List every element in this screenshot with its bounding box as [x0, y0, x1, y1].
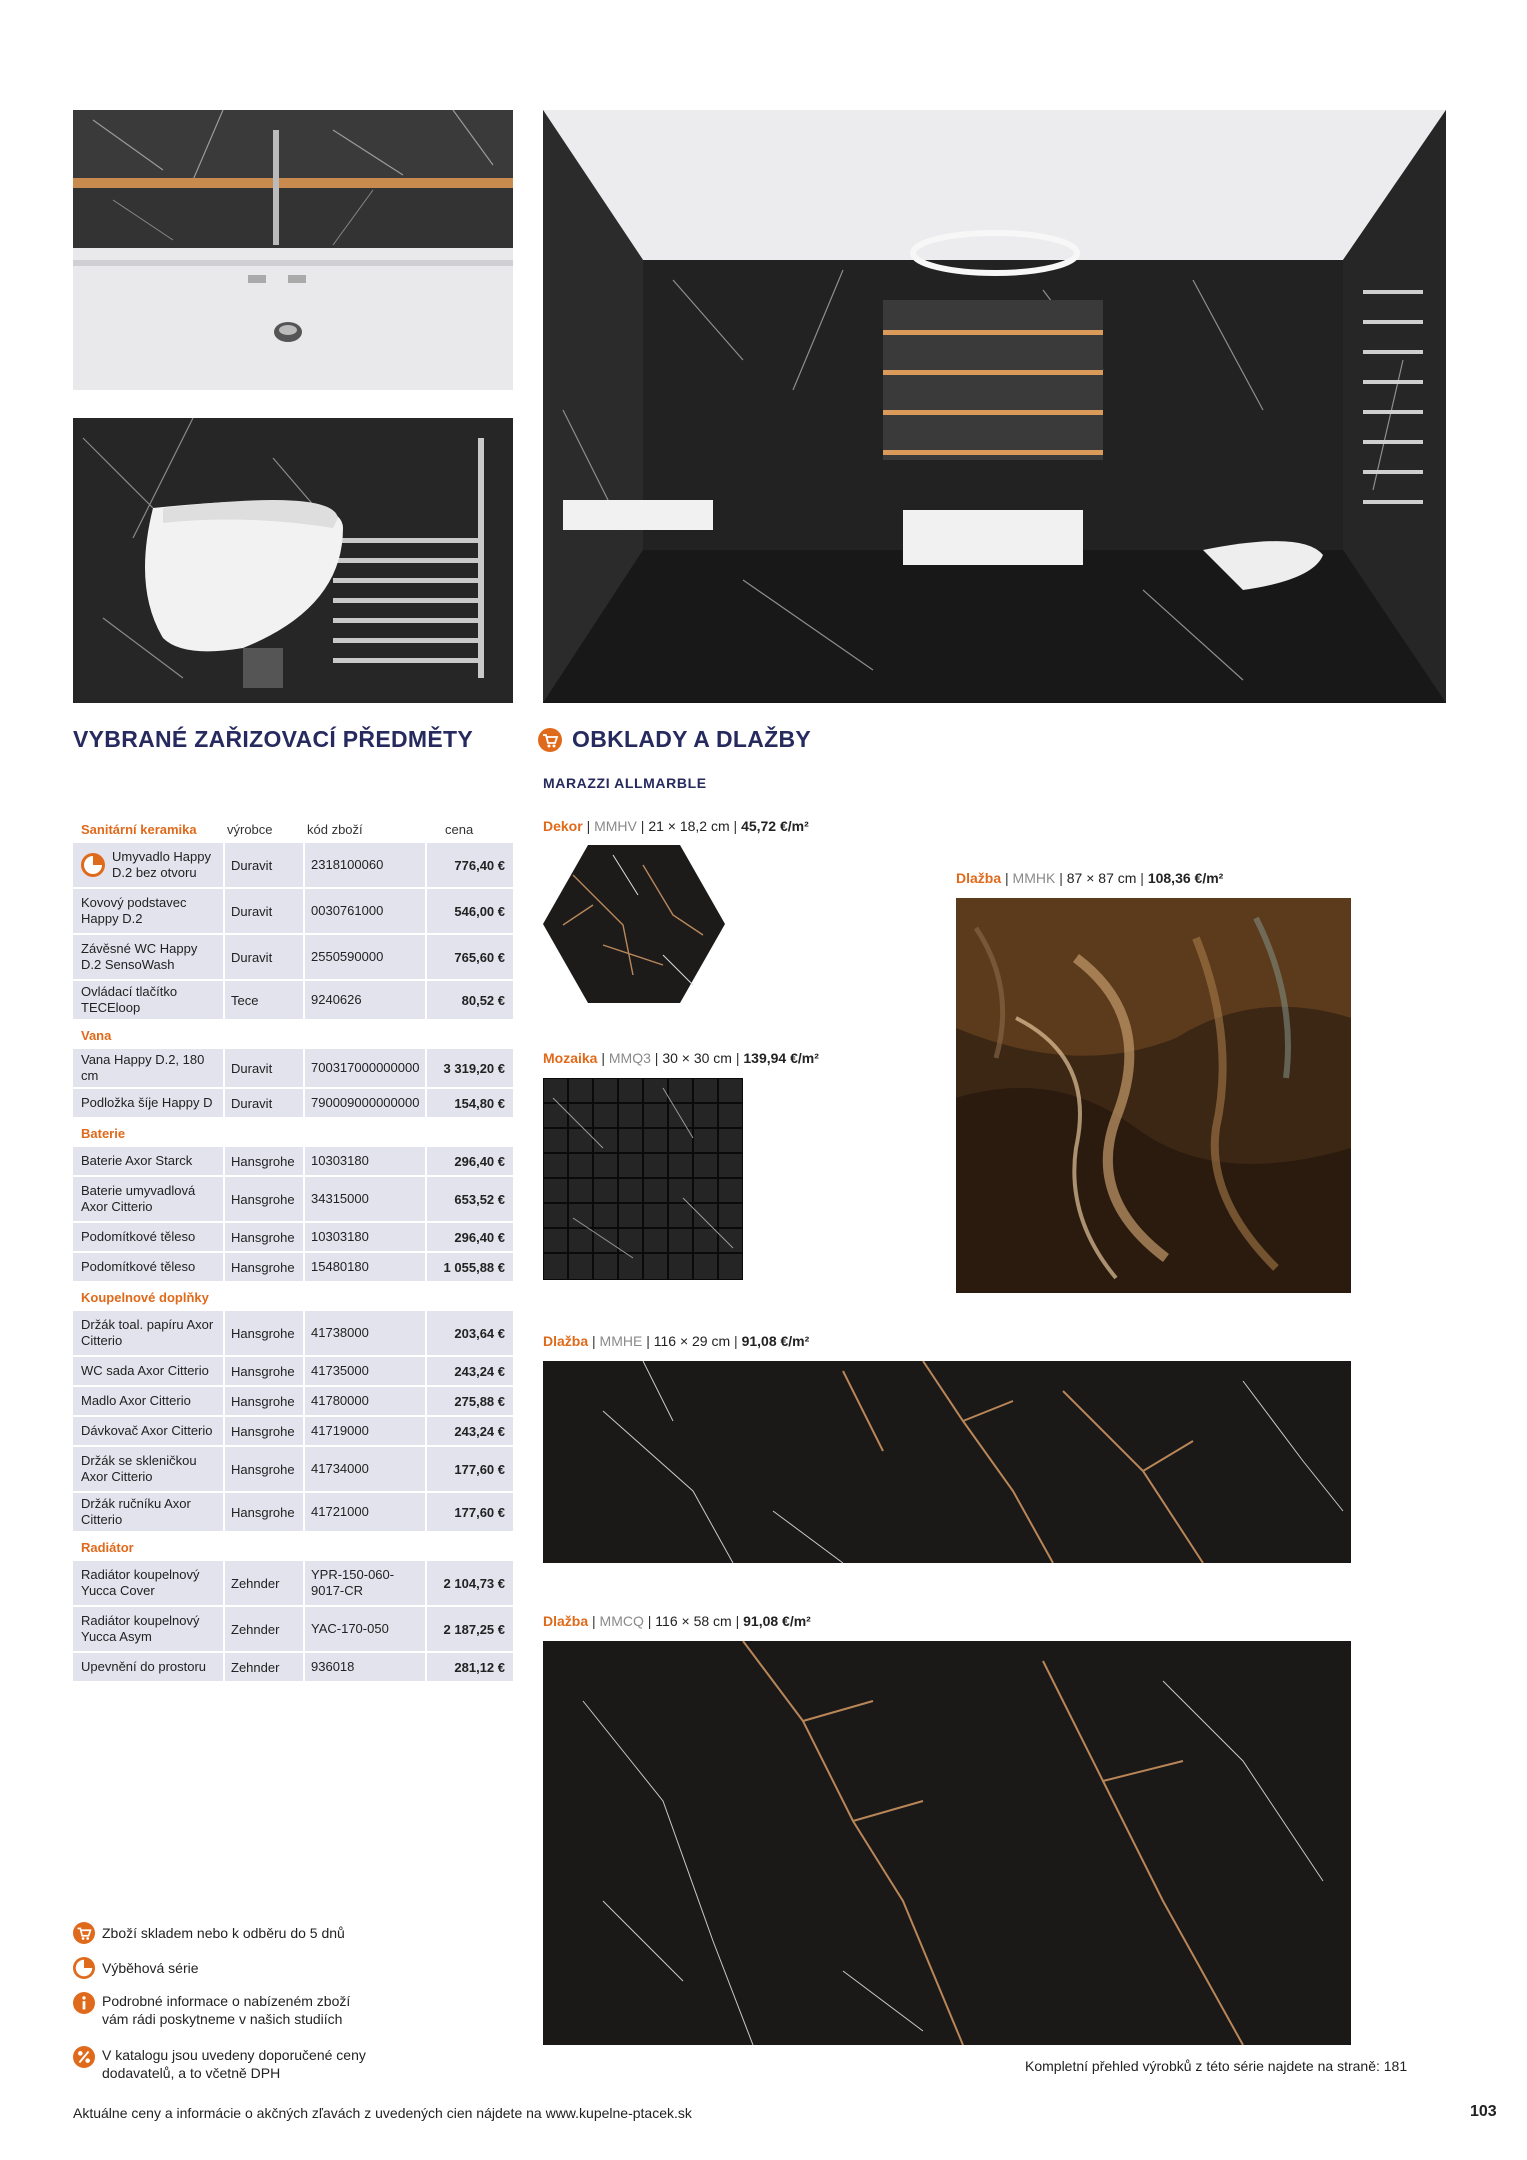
row-name: Madlo Axor Citterio: [73, 1387, 223, 1415]
row-code: YPR-150-060-9017-CR: [305, 1561, 425, 1605]
row-name: WC sada Axor Citterio: [73, 1357, 223, 1385]
row-name: Držák toal. papíru Axor Citterio: [73, 1311, 223, 1355]
row-price: 765,60 €: [427, 935, 513, 979]
table-row: [73, 1223, 513, 1251]
faucet-photo: [73, 110, 513, 390]
legend-item-percent: [73, 2046, 373, 2082]
legend-item-clearance: [73, 1957, 199, 1979]
row-code: 41780000: [305, 1387, 425, 1415]
series-title: MARAZZI ALLMARBLE: [543, 775, 707, 791]
row-name: Podomítkové těleso: [73, 1223, 223, 1251]
info-icon: [73, 1992, 95, 2014]
row-manufacturer: Tece: [225, 981, 303, 1019]
row-price: 2 187,25 €: [427, 1607, 513, 1651]
table-row: [73, 1253, 513, 1281]
tile-label-mozaika: Mozaika | MMQ3 | 30 × 30 cm | 139,94 €/m²: [543, 1050, 819, 1066]
table-row: [73, 1607, 513, 1651]
tile-label-dekor: Dekor | MMHV | 21 × 18,2 cm | 45,72 €/m²: [543, 818, 809, 834]
row-code: YAC-170-050: [305, 1607, 425, 1651]
row-name: Závěsné WC Happy D.2 SensoWash: [73, 935, 223, 979]
row-name: Upevnění do prostoru: [73, 1653, 223, 1681]
row-manufacturer: Zehnder: [225, 1561, 303, 1605]
row-price: 1 055,88 €: [427, 1253, 513, 1281]
bathroom-photo: [543, 110, 1446, 703]
product-table: [73, 815, 513, 1683]
table-row: [73, 1049, 513, 1087]
page-number: 103: [1470, 2103, 1497, 2120]
row-manufacturer: Hansgrohe: [225, 1357, 303, 1385]
row-code: 34315000: [305, 1177, 425, 1221]
row-price: 243,24 €: [427, 1417, 513, 1445]
row-manufacturer: Hansgrohe: [225, 1387, 303, 1415]
row-code: 41719000: [305, 1417, 425, 1445]
tile-label-dlazba-mmcq: Dlažba | MMCQ | 116 × 58 cm | 91,08 €/m²: [543, 1613, 811, 1629]
row-name: Umyvadlo Happy D.2 bez otvoru: [112, 849, 211, 880]
row-manufacturer: Hansgrohe: [225, 1311, 303, 1355]
group-label: Radiátor: [81, 1540, 134, 1555]
row-price: 3 319,20 €: [427, 1049, 513, 1087]
row-manufacturer: Duravit: [225, 935, 303, 979]
row-name: Baterie Axor Starck: [73, 1147, 223, 1175]
row-price: 296,40 €: [427, 1147, 513, 1175]
tile-label-dlazba-mmhe: Dlažba | MMHE | 116 × 29 cm | 91,08 €/m²: [543, 1333, 810, 1349]
tile-label-dlazba-mmhk: Dlažba | MMHK | 87 × 87 cm | 108,36 €/m²: [956, 870, 1224, 886]
toilet-photo: [73, 418, 513, 703]
table-row: [73, 1447, 513, 1491]
row-code: 9240626: [305, 981, 425, 1019]
row-name: Držák ručníku Axor Citterio: [73, 1493, 223, 1531]
table-row: [73, 935, 513, 979]
row-price: 177,60 €: [427, 1447, 513, 1491]
header-price: cena: [445, 821, 474, 837]
table-header: [73, 815, 513, 843]
row-name: Podomítkové těleso: [73, 1253, 223, 1281]
row-name: Dávkovač Axor Citterio: [73, 1417, 223, 1445]
row-code: 2318100060: [305, 843, 425, 887]
legend-item-stock: [73, 1922, 345, 1944]
row-manufacturer: Duravit: [225, 1089, 303, 1117]
tiles-section-title: OBKLADY A DLAŽBY: [572, 726, 812, 752]
row-code: 0030761000: [305, 889, 425, 933]
series-overview-note: Kompletní přehled výrobků z této série najdete na straně: 181: [1025, 2058, 1408, 2074]
dlazba-mmhk-tile-image: [956, 898, 1351, 1293]
row-price: 154,80 €: [427, 1089, 513, 1117]
header-code: kód zboží: [307, 821, 363, 837]
row-price: 275,88 €: [427, 1387, 513, 1415]
clearance-icon: [73, 1957, 95, 1979]
row-code: 790009000000000: [305, 1089, 425, 1117]
row-manufacturer: Hansgrohe: [225, 1447, 303, 1491]
row-price: 296,40 €: [427, 1223, 513, 1251]
row-code: 41738000: [305, 1311, 425, 1355]
row-manufacturer: Hansgrohe: [225, 1493, 303, 1531]
group-label: Baterie: [81, 1126, 126, 1141]
cart-icon: [538, 728, 562, 752]
row-code: 700317000000000: [305, 1049, 425, 1087]
percent-icon: [73, 2046, 95, 2068]
header-category: Sanitární keramika: [81, 821, 197, 837]
row-code: 15480180: [305, 1253, 425, 1281]
legend-item-info: [73, 1992, 373, 2028]
table-row: [73, 1311, 513, 1355]
table-row: [73, 1089, 513, 1117]
row-price: 177,60 €: [427, 1493, 513, 1531]
row-price: 776,40 €: [427, 843, 513, 887]
row-price: 203,64 €: [427, 1311, 513, 1355]
dlazba-mmhe-tile-image: [543, 1361, 1351, 1563]
table-row: [73, 1147, 513, 1175]
dlazba-mmcq-tile-image: [543, 1641, 1351, 2045]
row-manufacturer: Hansgrohe: [225, 1253, 303, 1281]
legend-text: Podrobné informace o nabízeném zboží vám rádi poskytneme v našich studiích: [102, 1993, 351, 2027]
row-manufacturer: Hansgrohe: [225, 1417, 303, 1445]
mozaika-tile-image: [543, 1078, 743, 1280]
table-row: [73, 1177, 513, 1221]
legend-text: Zboží skladem nebo k odběru do 5 dnů: [102, 1925, 345, 1941]
row-name: Ovládací tlačítko TECEloop: [73, 981, 223, 1019]
footer-disclaimer: Aktuálne ceny a informácie o akčných zľavách z uvedených cien nájdete na www.kupelne-ptacek.sk: [73, 2105, 692, 2121]
row-name: Držák se skleničkou Axor Citterio: [73, 1447, 223, 1491]
group-label: Koupelnové doplňky: [81, 1290, 209, 1305]
table-row: [73, 1387, 513, 1415]
row-price: 243,24 €: [427, 1357, 513, 1385]
row-code: 936018: [305, 1653, 425, 1681]
row-price: 2 104,73 €: [427, 1561, 513, 1605]
table-row: [73, 843, 513, 887]
row-manufacturer: Hansgrohe: [225, 1223, 303, 1251]
row-price: 281,12 €: [427, 1653, 513, 1681]
row-code: 41721000: [305, 1493, 425, 1531]
header-manufacturer: výrobce: [227, 821, 273, 837]
row-code: 10303180: [305, 1147, 425, 1175]
row-manufacturer: Duravit: [225, 889, 303, 933]
dekor-tile-image: [543, 845, 725, 1003]
legend-text: V katalogu jsou uvedeny doporučené ceny dodavatelů, a to včetně DPH: [102, 2047, 366, 2081]
group-label: Vana: [81, 1028, 112, 1043]
row-manufacturer: Zehnder: [225, 1653, 303, 1681]
row-code: 41734000: [305, 1447, 425, 1491]
table-row: [73, 981, 513, 1019]
row-manufacturer: Hansgrohe: [225, 1177, 303, 1221]
row-price: 653,52 €: [427, 1177, 513, 1221]
row-code: 2550590000: [305, 935, 425, 979]
row-manufacturer: Duravit: [225, 843, 303, 887]
table-row: [73, 1493, 513, 1531]
row-manufacturer: Duravit: [225, 1049, 303, 1087]
row-name: Baterie umyvadlová Axor Citterio: [73, 1177, 223, 1221]
table-row: [73, 889, 513, 933]
cart-icon: [73, 1922, 95, 1944]
row-name: Radiátor koupelnový Yucca Cover: [73, 1561, 223, 1605]
furniture-section-title: VYBRANÉ ZAŘIZOVACÍ PŘEDMĚTY: [73, 726, 473, 752]
table-row: [73, 1653, 513, 1681]
row-price: 80,52 €: [427, 981, 513, 1019]
row-name: Podložka šíje Happy D: [73, 1089, 223, 1117]
row-code: 10303180: [305, 1223, 425, 1251]
row-manufacturer: Hansgrohe: [225, 1147, 303, 1175]
row-manufacturer: Zehnder: [225, 1607, 303, 1651]
table-row: [73, 1417, 513, 1445]
row-name: Vana Happy D.2, 180 cm: [73, 1049, 223, 1087]
legend-text: Výběhová série: [102, 1960, 199, 1976]
table-row: [73, 1561, 513, 1605]
row-name: Radiátor koupelnový Yucca Asym: [73, 1607, 223, 1651]
row-name: Kovový podstavec Happy D.2: [73, 889, 223, 933]
row-code: 41735000: [305, 1357, 425, 1385]
table-row: [73, 1357, 513, 1385]
row-price: 546,00 €: [427, 889, 513, 933]
clearance-icon: [81, 853, 105, 877]
